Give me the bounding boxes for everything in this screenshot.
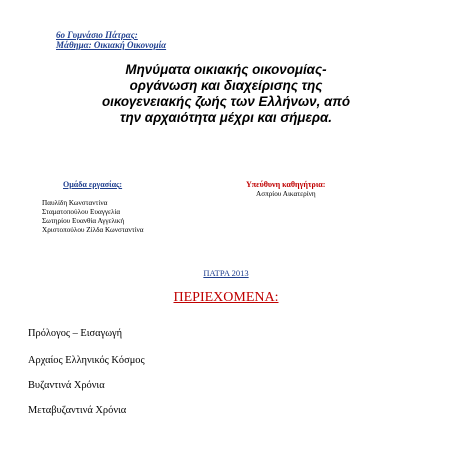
team-member: Σωτηρίου Ευανθία Αγγελική <box>42 217 125 225</box>
title-line: οργάνωση και διαχείρισης της <box>129 78 323 93</box>
team-label: Ομάδα εργασίας: <box>63 180 123 189</box>
subject-name: Μάθημα: Οικιακή Οικονομία <box>56 40 167 50</box>
school-name: 6ο Γυμνάσιο Πάτρας: <box>56 30 138 40</box>
document-title <box>60 62 392 126</box>
contents-heading: ΠΕΡΙΕΧΟΜΕΝΑ: <box>173 290 279 305</box>
toc-item: Μεταβυζαντινά Χρόνια <box>28 405 127 416</box>
title-line: οικογενειακής ζωής των Ελλήνων, από <box>101 94 351 109</box>
team-member: Χριστοπούλου Ζίλδα Κωνσταντίνα <box>42 226 144 234</box>
title-line: την αρχαιότητα μέχρι και σήμερα. <box>119 110 332 125</box>
title-line: Μηνύματα οικιακής οικονομίας- <box>125 62 327 77</box>
toc-item: Βυζαντινά Χρόνια <box>28 380 105 391</box>
team-member: Σταματοπούλου Ευαγγελία <box>42 208 121 216</box>
teacher-label: Υπεύθυνη καθηγήτρια: <box>246 180 326 189</box>
toc-item: Πρόλογος – Εισαγωγή <box>28 328 123 339</box>
teacher-name: Ασπρίου Αικατερίνη <box>256 190 316 198</box>
city-year: ΠΑΤΡΑ 2013 <box>203 268 249 278</box>
toc-item: Αρχαίος Ελληνικός Κόσμος <box>28 355 145 366</box>
team-member: Παυλίδη Κωνσταντίνα <box>42 199 108 207</box>
